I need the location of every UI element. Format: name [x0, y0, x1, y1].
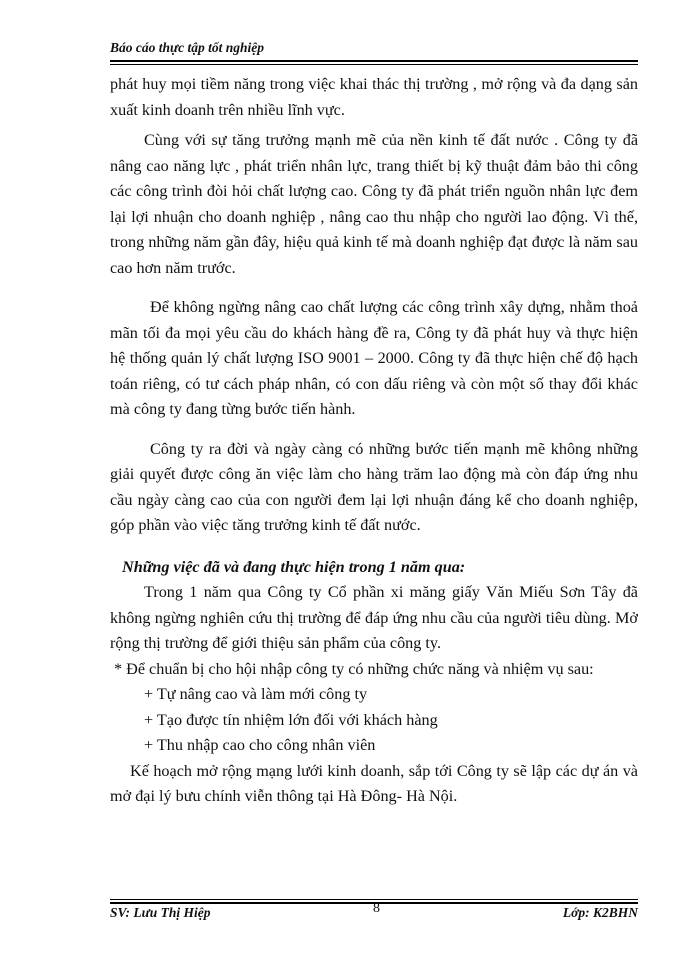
- footer-divider-thin: [110, 899, 638, 900]
- footer-student-name: SV: Lưu Thị Hiệp: [110, 905, 211, 920]
- page-number: 8: [373, 901, 380, 916]
- paragraph-development: Công ty ra đời và ngày càng có những bước tiến mạnh mẽ không những giải quyết được công ăn việc làm cho hàng trăm lao động mà còn đáp ứng nhu cầu ngày càng cao của con người đem lại lợi nhuận đáng kể cho doanh nghiệp, góp phần vào việc tăng trưởng kinh tế đất nước.: [110, 439, 638, 534]
- plus-bullet-item: + Tự nâng cao và làm mới công ty: [144, 685, 368, 703]
- section-heading: Những việc đã và đang thực hiện trong 1 năm qua:: [122, 557, 466, 576]
- plus-bullet-item: + Thu nhập cao cho công nhân viên: [144, 736, 376, 754]
- paragraph-quality: Để không ngừng nâng cao chất lượng các công trình xây dựng, nhằm thoả mãn tối đa mọi yêu cầu do khách hàng đề ra, Công ty đã phát huy và thực hiện hệ thống quản lý chất lượng ISO 9001 – 2000. Công ty đã thực hiện chế độ hạch toán riêng, có tư cách pháp nhân, có con dấu riêng và còn một số thay đổi khác mà công ty đang từng bước tiến hành.: [110, 298, 638, 418]
- page-footer: [110, 901, 638, 923]
- footer-class: Lớp: K2BHN: [562, 905, 638, 920]
- closing-paragraph: Kế hoạch mở rộng mạng lưới kinh doanh, sắp tới Công ty sẽ lập các dự án và mở đại lý bưu chính viễn thông tại Hà Đông- Hà Nội.: [110, 761, 638, 805]
- plus-bullet-item: + Tạo được tín nhiệm lớn đối với khách hàng: [144, 710, 438, 729]
- paragraph-growth: Cùng với sự tăng trưởng mạnh mẽ của nền kinh tế đất nước . Công ty đã nâng cao năng lực , phát triển nhân lực, trang thiết bị kỹ thuật đảm bảo thi công các công trình đòi hỏi chất lượng cao. Công ty đã phát triển nguồn nhân lực đem lại lợi nhuận cho doanh nghiệp , nâng cao thu nhập cho người lao động. Vì thế, trong những năm gần đây, hiệu quả kinh tế mà doanh nghiệp đạt được là năm sau cao hơn năm trước.: [110, 131, 638, 277]
- section-intro: Trong 1 năm qua Công ty Cổ phần xi măng giấy Văn Miếu Sơn Tây đã không ngừng nghiên cứu thị trường để đáp ứng nhu cầu của người tiêu dùng. Mở rộng thị trường để giới thiệu sản phẩm của công ty.: [110, 583, 638, 652]
- page-header-title: Báo cáo thực tập tốt nghiệp: [110, 40, 264, 55]
- document-body: [110, 72, 638, 810]
- star-bullet-item: * Để chuẩn bị cho hội nhập công ty có những chức năng và nhiệm vụ sau:: [114, 659, 594, 678]
- header-divider-thin: [110, 64, 638, 65]
- paragraph-continuation: phát huy mọi tiềm năng trong việc khai thác thị trường , mở rộng và đa dạng sản xuất kinh doanh trên nhiều lĩnh vực.: [110, 75, 638, 119]
- header-divider-thick: [110, 60, 638, 62]
